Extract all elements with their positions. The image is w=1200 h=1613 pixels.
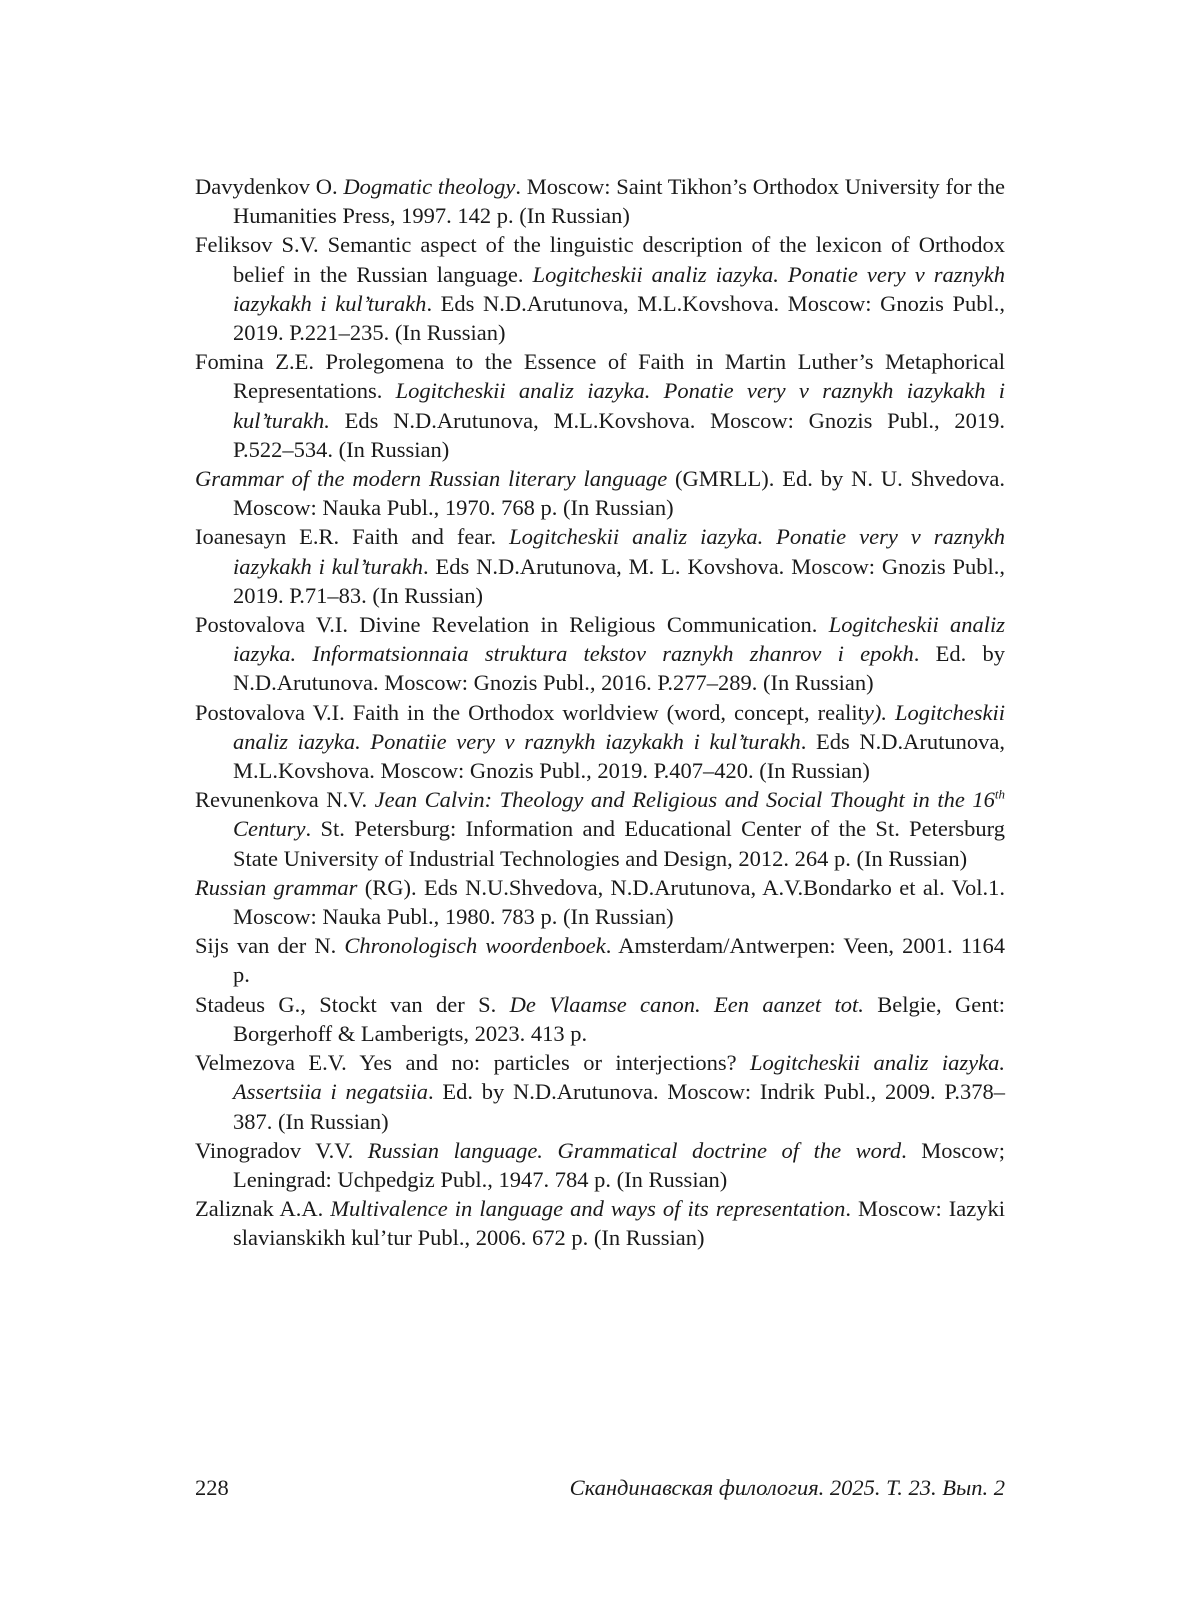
reference-text: . Moscow; Leningrad: Uchpedgiz Publ., 1947. 784 p. (In Russian) bbox=[233, 1137, 1006, 1192]
reference-text: Revunenkova N.V. bbox=[195, 787, 375, 813]
reference-entry bbox=[195, 172, 1005, 230]
reference-title-italic: y). Logitcheskii analiz iazyka. Ponatiie very v raznykh iazykakh i kul’turakh bbox=[233, 699, 1005, 754]
reference-text: . St. Petersburg: Information and Educational Center of the St. Petersburg State University of Industrial Technologies and Design, 2012. 264 p. (In Russian) bbox=[233, 816, 1005, 871]
reference-title-italic: Logitcheskii analiz iazyka. Informatsionnaia struktura tekstov raznykh zhanrov i epokh bbox=[233, 612, 1005, 667]
reference-title-italic: Jean Calvin: Theology and Religious and Social Thought in the 16 bbox=[374, 787, 995, 813]
reference-text: Sijs van der N. bbox=[195, 933, 345, 959]
reference-text: Vinogradov V.V. bbox=[195, 1137, 368, 1163]
reference-entry bbox=[195, 931, 1005, 989]
reference-text: . Ed. by N.D.Arutunova. Moscow: Gnozis Publ., 2016. P.277–289. (In Russian) bbox=[233, 641, 1005, 696]
reference-entry bbox=[195, 785, 1005, 873]
reference-title-italic: Logitcheskii analiz iazyka. Ponatie very v raznykh iazykakh i kul’turakh bbox=[233, 261, 1005, 316]
reference-text: Eds N.D.Arutunova, M.L.Kovshova. Moscow: Gnozis Publ., 2019. P.522–534. (In Russian) bbox=[233, 407, 1005, 462]
reference-text: . Moscow: Saint Tikhon’s Orthodox University for the Humanities Press, 1997. 142 p. (In Russian) bbox=[233, 174, 1005, 229]
reference-title-italic: Russian language. Grammatical doctrine of the word bbox=[367, 1137, 902, 1163]
reference-title-italic: Logitcheskii analiz iazyka. Assertsiia i negatsiia bbox=[233, 1050, 1005, 1105]
reference-entry bbox=[195, 990, 1005, 1048]
reference-text-superscript: th bbox=[994, 786, 1005, 802]
reference-title-italic: De Vlaamse canon. Een aanzet tot. bbox=[509, 991, 864, 1017]
reference-title-italic: Logitcheskii analiz iazyka. Ponatie very v raznykh iazykakh i kul’turakh. bbox=[233, 378, 1005, 433]
page-number: 228 bbox=[195, 1475, 229, 1500]
reference-text: Davydenkov O. bbox=[195, 174, 344, 199]
reference-entry bbox=[195, 464, 1005, 522]
reference-text: Zaliznak A.A. bbox=[195, 1196, 331, 1222]
reference-title-italic: Chronologisch woordenboek bbox=[344, 933, 606, 959]
reference-text: Ioanesayn E.R. Faith and fear. bbox=[195, 524, 510, 550]
reference-entry bbox=[195, 1048, 1005, 1136]
reference-title-italic: Grammar of the modern Russian literary language bbox=[195, 466, 668, 492]
reference-text: . Moscow: Iazyki slavianskikh kul’tur Publ., 2006. 672 p. (In Russian) bbox=[233, 1196, 1005, 1251]
reference-list bbox=[195, 172, 1005, 1253]
reference-title-italic: Russian grammar bbox=[195, 874, 358, 900]
reference-title-italic: Multivalence in language and ways of its representation bbox=[330, 1196, 846, 1222]
reference-text: Postovalova V.I. Divine Revelation in Religious Communication. bbox=[195, 612, 829, 638]
reference-text: (RG). Eds N.U.Shvedova, N.D.Arutunova, A.V.Bondarko et al. Vol.1. Moscow: Nauka Publ., 1980. 783 p. (In Russian) bbox=[233, 874, 1005, 930]
reference-entry bbox=[195, 698, 1005, 786]
reference-text: (GMRLL). Ed. by N. U. Shvedova. Moscow: Nauka Publ., 1970. 768 p. (In Russian) bbox=[233, 466, 1005, 521]
reference-text: Belgie, Gent: Borgerhoff & Lamberigts, 2023. 413 p. bbox=[233, 991, 1005, 1046]
reference-title-italic: Century bbox=[233, 816, 306, 842]
reference-text: Stadeus G., Stockt van der S. bbox=[195, 991, 510, 1017]
reference-text: Postovalova V.I. Faith in the Orthodox worldview (word, concept, realit bbox=[195, 699, 864, 725]
reference-entry bbox=[195, 347, 1005, 464]
reference-text: . Ed. by N.D.Arutunova. Moscow: Indrik Publ., 2009. P.378–387. (In Russian) bbox=[233, 1079, 1005, 1134]
reference-entry bbox=[195, 230, 1005, 347]
reference-text: . Eds N.D.Arutunova, M.L.Kovshova. Moscow: Gnozis Publ., 2019. P.221–235. (In Russian) bbox=[233, 290, 1005, 346]
reference-text: . Amsterdam/Antwerpen: Veen, 2001. 1164 p. bbox=[233, 933, 1006, 988]
journal-title: Скандинавская филология. 2025. Т. 23. Вып. 2 bbox=[569, 1475, 1005, 1500]
reference-entry bbox=[195, 873, 1005, 931]
reference-title-italic: Dogmatic theology bbox=[343, 174, 516, 199]
reference-entry bbox=[195, 1194, 1005, 1252]
reference-text: . Eds N.D.Arutunova, M.L.Kovshova. Moscow: Gnozis Publ., 2019. P.407–420. (In Russian) bbox=[233, 728, 1005, 784]
reference-title-italic: Logitcheskii analiz iazyka. Ponatie very v raznykh iazykakh i kul’turakh bbox=[233, 524, 1005, 579]
reference-entry bbox=[195, 610, 1005, 698]
reference-entry bbox=[195, 522, 1005, 610]
superscript bbox=[995, 787, 1005, 802]
reference-text: Fomina Z.E. Prolegomena to the Essence of Faith in Martin Luther’s Metaphorical Representations. bbox=[195, 349, 1005, 404]
reference-entry bbox=[195, 1136, 1005, 1194]
reference-text: Velmezova E.V. Yes and no: particles or interjections? bbox=[195, 1050, 751, 1076]
reference-text: Feliksov S.V. Semantic aspect of the linguistic description of the lexicon of Orthodox belief in the Russian language. bbox=[195, 232, 1005, 287]
reference-text: . Eds N.D.Arutunova, M. L. Kovshova. Moscow: Gnozis Publ., 2019. P.71–83. (In Russian) bbox=[233, 553, 1005, 608]
